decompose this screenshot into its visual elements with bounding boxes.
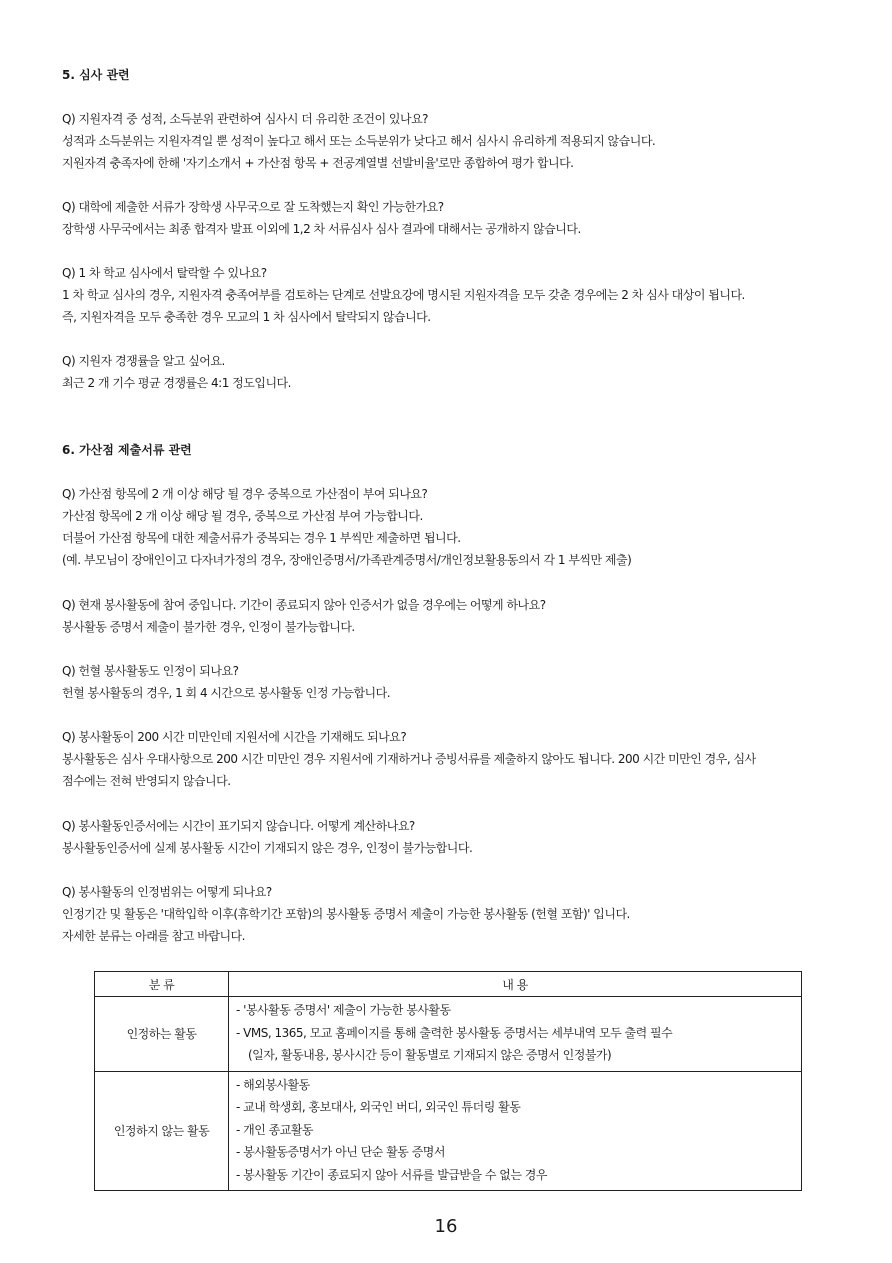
question-5-2: Q) 대학에 제출한 서류가 장학생 사무국으로 잘 도착했는지 확인 가능한가요? <box>62 200 444 214</box>
answer-5-1-line-1: 성적과 소득분위는 지원자격일 뿐 성적이 높다고 해서 또는 소득분위가 낮다고 해서 심사시 유리하게 적용되지 않습니다. <box>62 134 656 148</box>
category-not-recognized: 인정하지 않는 활동 <box>95 1071 229 1191</box>
section-5-title: 5. 심사 관련 <box>62 68 130 82</box>
question-6-5: Q) 봉사활동인증서에는 시간이 표기되지 않습니다. 어떻게 계산하나요? <box>62 819 415 833</box>
list-item: - 봉사활동증명서가 아닌 단순 활동 증명서 <box>236 1145 445 1159</box>
answer-6-2-line-1: 봉사활동 증명서 제출이 불가한 경우, 인정이 불가능합니다. <box>62 620 355 634</box>
not-recognized-items <box>229 1071 802 1191</box>
volunteer-classification-table <box>94 971 802 1191</box>
answer-6-5-line-1: 봉사활동인증서에 실제 봉사활동 시간이 기재되지 않은 경우, 인정이 불가능합니다. <box>62 841 473 855</box>
list-item: - 개인 종교활동 <box>236 1122 314 1137</box>
question-5-1: Q) 지원자격 중 성적, 소득분위 관련하여 심사시 더 유리한 조건이 있나요? <box>62 112 429 126</box>
question-6-6: Q) 봉사활동의 인정범위는 어떻게 되나요? <box>62 885 272 899</box>
list-item: - 봉사활동 기간이 종료되지 않아 서류를 발급받을 수 없는 경우 <box>236 1167 547 1182</box>
answer-5-2-line-1: 장학생 사무국에서는 최종 합격자 발표 이외에 1,2 차 서류심사 심사 결과에 대해서는 공개하지 않습니다. <box>62 222 581 236</box>
table-header-content: 내 용 <box>229 972 802 997</box>
question-5-3: Q) 1 차 학교 심사에서 탈락할 수 있나요? <box>62 266 267 280</box>
page-number: 16 <box>434 1216 458 1237</box>
answer-6-1-line-1: 가산점 항목에 2 개 이상 해당 될 경우, 중복으로 가산점 부여 가능합니다. <box>62 509 423 523</box>
question-5-4: Q) 지원자 경쟁률을 알고 싶어요. <box>62 354 225 368</box>
section-6-title: 6. 가산점 제출서류 관련 <box>62 443 192 457</box>
question-6-2: Q) 현재 봉사활동에 참여 중입니다. 기간이 종료되지 않아 인증서가 없을 경우에는 어떻게 하나요? <box>62 598 546 612</box>
answer-6-1-line-3: (예. 부모님이 장애인이고 다자녀가정의 경우, 장애인증명서/가족관계증명서/개인정보활용동의서 각 1 부씩만 제출) <box>62 553 632 567</box>
list-item: - 해외봉사활동 <box>236 1077 310 1092</box>
list-item: - 교내 학생회, 홍보대사, 외국인 버디, 외국인 튜더링 활동 <box>236 1100 521 1114</box>
answer-6-4-line-1: 봉사활동은 심사 우대사항으로 200 시간 미만인 경우 지원서에 기재하거나 증빙서류를 제출하지 않아도 됩니다. 200 시간 미만인 경우, 심사 <box>62 752 756 766</box>
answer-5-1-line-2: 지원자격 충족자에 한해 '자기소개서 + 가산점 항목 + 전공계열별 선발비율'로만 종합하여 평가 합니다. <box>62 156 574 170</box>
question-6-1: Q) 가산점 항목에 2 개 이상 해당 될 경우 중복으로 가산점이 부여 되나요? <box>62 487 428 501</box>
question-6-3: Q) 헌혈 봉사활동도 인정이 되나요? <box>62 664 239 678</box>
list-item: (일자, 활동내용, 봉사시간 등이 활동별로 기재되지 않은 증명서 인정불가) <box>248 1048 612 1062</box>
answer-6-6-line-1: 인정기간 및 활동은 '대학입학 이후(휴학기간 포함)의 봉사활동 증명서 제출이 가능한 봉사활동 (헌혈 포함)' 입니다. <box>62 907 630 921</box>
table-row <box>95 997 802 1072</box>
list-item: - VMS, 1365, 모교 홈페이지를 통해 출력한 봉사활동 증명서는 세부내역 모두 출력 필수 <box>236 1025 673 1040</box>
answer-5-4-line-1: 최근 2 개 기수 평균 경쟁률은 4:1 정도입니다. <box>62 376 291 390</box>
answer-6-6-line-2: 자세한 분류는 아래를 참고 바랍니다. <box>62 929 245 943</box>
answer-6-3-line-1: 헌혈 봉사활동의 경우, 1 회 4 시간으로 봉사활동 인정 가능합니다. <box>62 686 391 700</box>
table-row <box>95 1071 802 1191</box>
table-header-row <box>95 972 802 997</box>
answer-5-3-line-1: 1 차 학교 심사의 경우, 지원자격 충족여부를 검토하는 단계로 선발요강에 명시된 지원자격을 모두 갖춘 경우에는 2 차 심사 대상이 됩니다. <box>62 288 745 302</box>
list-item: - '봉사활동 증명서' 제출이 가능한 봉사활동 <box>236 1003 451 1017</box>
question-6-4: Q) 봉사활동이 200 시간 미만인데 지원서에 시간을 기재해도 되나요? <box>62 730 407 744</box>
recognized-items <box>229 997 802 1072</box>
table-header-category: 분 류 <box>95 972 229 997</box>
answer-6-1-line-2: 더불어 가산점 항목에 대한 제출서류가 중복되는 경우 1 부씩만 제출하면 됩니다. <box>62 531 461 545</box>
answer-6-4-line-2: 점수에는 전혀 반영되지 않습니다. <box>62 774 231 788</box>
answer-5-3-line-2: 즉, 지원자격을 모두 충족한 경우 모교의 1 차 심사에서 탈락되지 않습니다. <box>62 310 431 324</box>
category-recognized: 인정하는 활동 <box>95 997 229 1072</box>
